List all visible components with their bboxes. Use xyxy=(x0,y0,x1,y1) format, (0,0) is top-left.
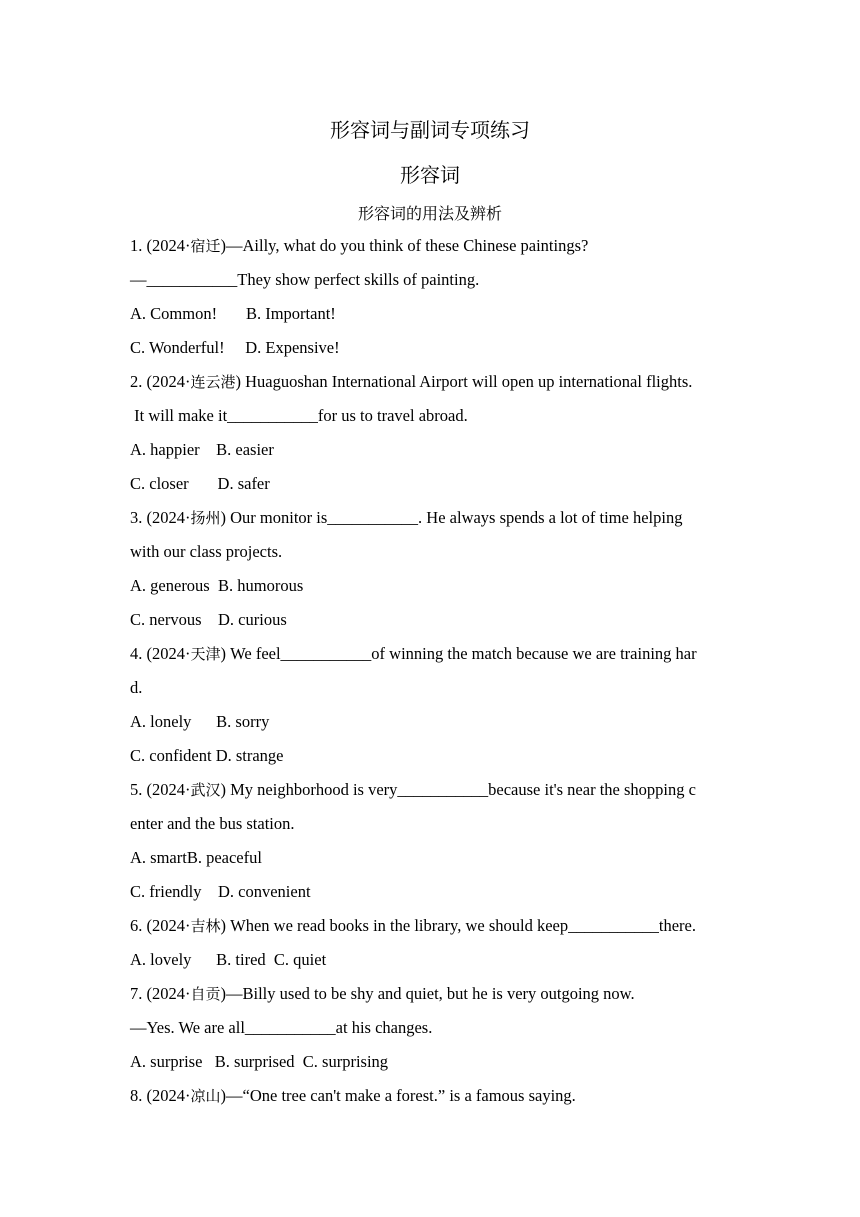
line-text: ) When we read books in the library, we should keep___________there. xyxy=(220,916,696,935)
text-line xyxy=(130,845,730,879)
line-text: C. friendly D. convenient xyxy=(130,882,311,901)
text-line xyxy=(130,811,730,845)
line-text: C. closer D. safer xyxy=(130,474,270,493)
text-line xyxy=(130,539,730,573)
text-line xyxy=(130,1049,730,1083)
line-text: A. Common! B. Important! xyxy=(130,304,336,323)
text-line xyxy=(130,879,730,913)
line-text: ) Our monitor is___________. He always spends a lot of time helping xyxy=(220,508,683,527)
text-line xyxy=(130,1015,730,1049)
line-text: C. confident D. strange xyxy=(130,746,284,765)
section-heading: 形容词 xyxy=(400,163,460,187)
question-number: 5. (2024· xyxy=(130,780,191,799)
question-number: 2. (2024· xyxy=(130,372,191,391)
question-number: 6. (2024· xyxy=(130,916,191,935)
text-line xyxy=(130,641,730,675)
text-line xyxy=(130,233,730,267)
text-line xyxy=(130,743,730,777)
text-line xyxy=(130,675,730,709)
line-text: A. surprise B. surprised C. surprising xyxy=(130,1052,389,1071)
text-line xyxy=(130,1083,730,1117)
line-text: —___________They show perfect skills of painting. xyxy=(130,270,480,289)
question-number: 3. (2024· xyxy=(130,508,191,527)
source-city: 凉山 xyxy=(190,1087,221,1105)
source-city: 宿迁 xyxy=(190,237,221,255)
text-line xyxy=(130,505,730,539)
line-text: with our class projects. xyxy=(130,542,283,561)
line-text: ) My neighborhood is very___________because it's near the shopping c xyxy=(220,780,696,799)
line-text: A. lovely B. tired C. quiet xyxy=(130,950,327,969)
document-title: 形容词与副词专项练习 xyxy=(330,118,530,142)
line-text: A. generous B. humorous xyxy=(130,576,304,595)
source-city: 武汉 xyxy=(190,781,221,799)
text-line xyxy=(130,913,730,947)
line-text: )—Billy used to be shy and quiet, but he is very outgoing now. xyxy=(220,984,635,1003)
text-line xyxy=(130,437,730,471)
text-line xyxy=(130,981,730,1015)
text-line xyxy=(130,709,730,743)
source-city: 自贡 xyxy=(190,985,221,1003)
text-line xyxy=(130,369,730,403)
question-number: 1. (2024· xyxy=(130,236,191,255)
text-line xyxy=(130,335,730,369)
subsection-heading: 形容词的用法及辨析 xyxy=(357,204,502,223)
line-text: )—“One tree can't make a forest.” is a famous saying. xyxy=(220,1086,576,1105)
text-line xyxy=(130,573,730,607)
line-text: ) We feel___________of winning the match because we are training har xyxy=(220,644,697,663)
line-text: A. happier B. easier xyxy=(130,440,274,459)
question-number: 8. (2024· xyxy=(130,1086,191,1105)
line-text: d. xyxy=(130,678,143,697)
question-list xyxy=(130,233,730,1117)
text-line xyxy=(130,777,730,811)
line-text: C. Wonderful! D. Expensive! xyxy=(130,338,340,357)
line-text: C. nervous D. curious xyxy=(130,610,287,629)
line-text: ) Huaguoshan International Airport will open up international flights. xyxy=(235,372,693,391)
line-text: )—Ailly, what do you think of these Chinese paintings? xyxy=(220,236,589,255)
text-line xyxy=(130,607,730,641)
question-number: 7. (2024· xyxy=(130,984,191,1003)
text-line xyxy=(130,267,730,301)
source-city: 扬州 xyxy=(190,509,221,527)
line-text: enter and the bus station. xyxy=(130,814,295,833)
line-text: —Yes. We are all___________at his changes. xyxy=(130,1018,433,1037)
source-city: 天津 xyxy=(190,645,221,663)
text-line xyxy=(130,403,730,437)
line-text: A. lonely B. sorry xyxy=(130,712,270,731)
text-line xyxy=(130,947,730,981)
line-text: It will make it___________for us to travel abroad. xyxy=(130,406,468,425)
text-line xyxy=(130,471,730,505)
line-text: A. smartB. peaceful xyxy=(130,848,262,867)
source-city: 连云港 xyxy=(190,373,236,391)
source-city: 吉林 xyxy=(190,917,221,935)
question-number: 4. (2024· xyxy=(130,644,191,663)
text-line xyxy=(130,301,730,335)
